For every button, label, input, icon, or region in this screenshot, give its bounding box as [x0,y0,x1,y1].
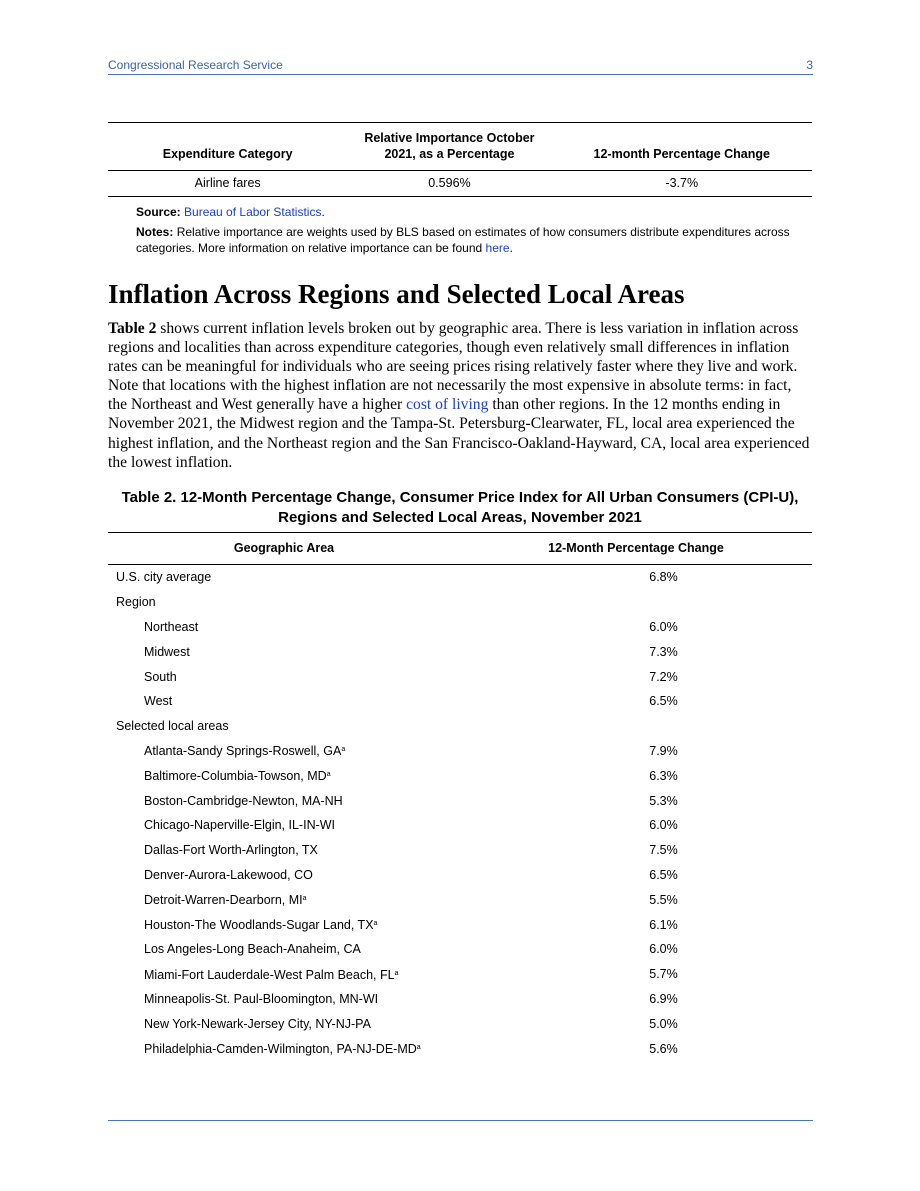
t2-header-change: 12-Month Percentage Change [460,533,812,565]
area-cell [108,962,460,987]
area-name: Chicago-Naperville-Elgin, IL-IN-WI [144,818,336,833]
change-cell: 5.0% [649,1016,678,1031]
change-cell: 6.0% [649,818,678,833]
area-name: Northeast [144,619,199,634]
table-row [108,714,812,739]
area-name: Region [116,595,156,610]
change-cell: 7.5% [649,843,678,858]
area-cell [108,788,460,813]
area-cell [108,714,460,739]
change-cell [460,714,812,739]
change-cell: 6.1% [649,917,678,932]
table-ref: Table 2 [108,320,157,337]
area-cell [108,615,460,640]
area-name: Houston-The Woodlands-Sugar Land, TX [144,918,374,933]
section-paragraph [108,319,814,472]
notes-line [136,224,816,256]
area-cell [108,664,460,689]
table-row [108,1036,812,1061]
t1-cell-importance: 0.596% [347,171,551,197]
notes-end: . [509,241,513,255]
change-cell: 6.8% [649,570,678,585]
change-cell: 5.7% [649,967,678,982]
area-cell [108,739,460,764]
change-cell: 6.5% [649,867,678,882]
table-row [108,739,812,764]
area-name: Los Angeles-Long Beach-Anaheim, CA [144,942,361,957]
table-row [108,962,812,987]
page-number: 3 [806,58,813,72]
t1-header-change: 12-month Percentage Change [552,123,812,171]
notes-label: Notes: [136,225,174,239]
area-cell [108,937,460,962]
table-notes [136,204,816,260]
area-cell [108,887,460,912]
area-cell [108,838,460,863]
area-name: Baltimore-Columbia-Towson, MD [144,769,327,784]
table-row [108,788,812,813]
table-row [108,937,812,962]
table-row [108,813,812,838]
area-cell [108,1036,460,1061]
change-cell: 5.5% [649,892,678,907]
table-row [108,615,812,640]
source-line [136,204,816,220]
area-cell [108,863,460,888]
table2-caption: Table 2. 12-Month Percentage Change, Consumer Price Index for All Urban Consumers (CPI-U), Regions and Selected Local Areas, November 2021 [121,489,799,526]
change-cell: 5.3% [649,793,678,808]
area-name: Dallas-Fort Worth-Arlington, TX [144,843,318,858]
area-name: U.S. city average [116,570,212,585]
table-row [108,763,812,788]
footnote-marker: a [373,920,378,928]
area-name: Midwest [144,644,190,659]
change-cell: 7.3% [649,644,678,659]
change-cell: 6.5% [649,694,678,709]
area-cell [108,813,460,838]
cost-of-living-link[interactable]: cost of living [406,396,489,414]
table-row [108,639,812,664]
area-name: Boston-Cambridge-Newton, MA-NH [144,793,343,808]
area-name: West [144,694,173,709]
para-text-a: shows current inflation levels broken out by geographic area. There is less variation in inflation across regions and localities than across expenditure categories, though even relatively small differences in inflation rates can be meaningful for individuals who are seeing prices rising relatively faster where they live and work. Note that locations with the highest inflation are not necessarily the most expensive in absolute terms: in fact, the Northeast and West generally have a higher [108,320,799,414]
area-cell [108,565,460,590]
table-row [108,987,812,1012]
area-name: Denver-Aurora-Lakewood, CO [144,867,313,882]
notes-text: Relative importance are weights used by BLS based on estimates of how consumers distribute expenditures across categories. More information on relative importance can be found [136,225,790,255]
area-name: Philadelphia-Camden-Wilmington, PA-NJ-DE-MD [144,1042,417,1057]
area-name: South [144,669,177,684]
table-row [108,863,812,888]
t1-header-category: Expenditure Category [108,123,347,171]
change-cell: 6.9% [649,991,678,1006]
area-name: Atlanta-Sandy Springs-Roswell, GA [144,744,342,759]
source-label: Source: [136,205,181,219]
area-name: Minneapolis-St. Paul-Bloomington, MN-WI [144,991,379,1006]
area-name: Detroit-Warren-Dearborn, MI [144,893,303,908]
table-row [108,565,812,590]
t1-header-importance-text: Relative Importance October 2021, as a Percentage [364,131,535,161]
table-row [108,887,812,912]
t1-cell-change: -3.7% [552,171,812,197]
table-row [108,664,812,689]
footnote-marker: a [394,969,399,977]
change-cell: 7.9% [649,743,678,758]
area-cell [108,590,460,615]
table-row [108,912,812,937]
section-title: Inflation Across Regions and Selected Local Areas [108,279,685,309]
table-row [108,1011,812,1036]
table-row [108,838,812,863]
regions-table [108,532,812,1061]
area-cell [108,689,460,714]
area-cell [108,987,460,1012]
footnote-marker: a [326,771,331,779]
change-cell: 6.0% [649,619,678,634]
area-name: Selected local areas [116,719,229,734]
para-text-b: than other regions. In the 12 months ending in November 2021, the Midwest region and the Tampa-St. Petersburg-Clearwater, FL, local area experienced the highest inflation, and the Northeast region and the San Francisco-Oakland-Hayward, CA, local area experienced the lowest inflation. [108,396,810,471]
table-row [108,171,812,197]
expenditure-table [108,122,812,197]
area-cell [108,639,460,664]
area-name: New York-Newark-Jersey City, NY-NJ-PA [144,1016,371,1031]
footnote-marker: a [416,1044,421,1052]
regions-table-body [108,565,812,1061]
change-cell: 5.6% [649,1041,678,1056]
source-link[interactable]: Bureau of Labor Statistics [184,205,322,219]
change-cell: 6.3% [649,768,678,783]
footer-rule [108,1120,813,1121]
change-cell: 6.0% [649,942,678,957]
notes-link[interactable]: here [485,241,510,255]
change-cell [460,590,812,615]
footnote-marker: a [302,895,307,903]
area-cell [108,1011,460,1036]
t1-cell-category: Airline fares [108,171,347,197]
page-header [108,58,813,75]
footnote-marker: a [341,746,346,754]
area-cell [108,763,460,788]
change-cell: 7.2% [649,669,678,684]
t1-header-importance [347,123,551,171]
t2-header-area: Geographic Area [108,533,460,565]
header-org: Congressional Research Service [108,58,283,72]
table-row [108,590,812,615]
table-row [108,689,812,714]
area-cell [108,912,460,937]
area-name: Miami-Fort Lauderdale-West Palm Beach, FL [144,967,395,982]
source-end: . [321,205,325,219]
